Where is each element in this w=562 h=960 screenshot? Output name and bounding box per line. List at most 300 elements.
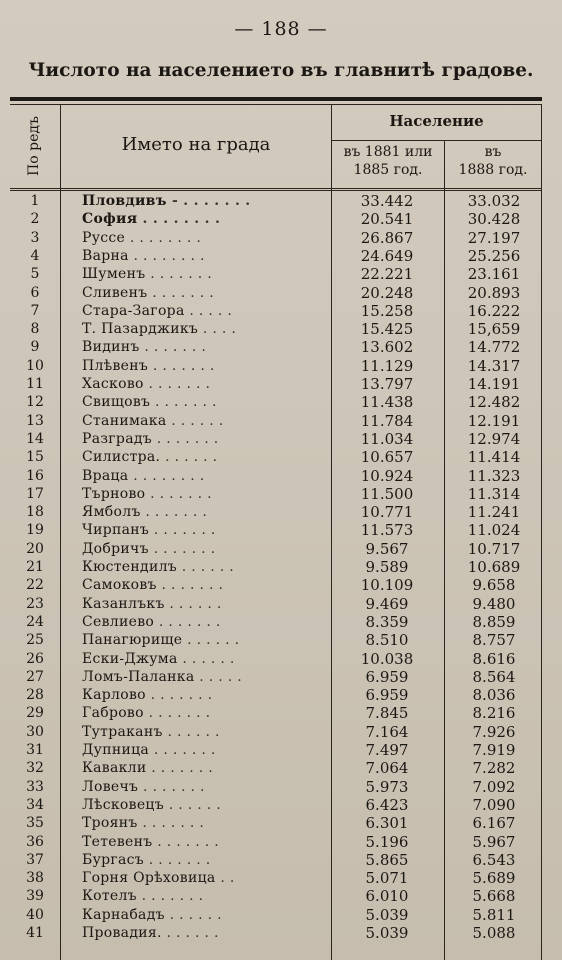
population-1888: 5.088 (472, 924, 516, 942)
population-1888: 7.090 (472, 795, 516, 814)
population-1881-1885: 10.109 (360, 576, 414, 595)
population-1881-1885: 7.064 (365, 759, 409, 778)
table-row (10, 521, 542, 539)
city-name: Горня Орѣховица (82, 870, 216, 887)
city-name-cell (82, 668, 330, 686)
city-name-cell (82, 741, 330, 759)
table-row (10, 265, 542, 283)
city-name: Габрово (82, 705, 144, 722)
table-row (10, 393, 542, 411)
leader-dots: . . . . . . . (161, 577, 224, 594)
city-name-cell (82, 284, 330, 302)
row-number: 3 (30, 229, 40, 246)
table-row (10, 284, 542, 302)
leader-dots: . . . . . . (181, 559, 235, 575)
header-col1-line1: въ 1881 или (343, 144, 433, 160)
city-name-cell (82, 265, 330, 283)
city-name: Тетевенъ (82, 833, 153, 850)
city-name: Стара-Загора (82, 302, 185, 319)
city-name: Пловдивъ (82, 193, 167, 209)
table-row (10, 814, 542, 832)
header-col1 (332, 144, 444, 179)
header-city-name: Името на града (121, 134, 271, 155)
leader-dots: . . (220, 870, 235, 887)
city-name: Видинъ (82, 339, 140, 356)
city-name: Севлиево (82, 613, 155, 630)
row-number: 17 (26, 485, 44, 502)
population-1881-1885: 7.845 (365, 704, 409, 723)
city-name: Станимака (82, 412, 167, 429)
population-1881-1885: 15.258 (360, 301, 414, 320)
table-row (10, 503, 542, 521)
leader-dots: . . . . . . . (150, 687, 213, 704)
population-1881-1885: 15.425 (360, 320, 414, 339)
table-row (10, 467, 542, 485)
leader-dots: . . . . . . . (150, 485, 212, 502)
population-1881-1885: 11.573 (360, 521, 414, 540)
leader-dots: . . . . . . . (141, 888, 204, 905)
row-number: 22 (26, 577, 44, 594)
header-population: Население (389, 112, 484, 130)
city-name-cell (82, 576, 330, 594)
row-number: 6 (30, 284, 40, 301)
population-1888: 33.032 (467, 192, 521, 210)
city-name: София (82, 211, 138, 228)
table-row (10, 302, 542, 320)
row-number: 12 (26, 394, 44, 411)
population-1888: 5.668 (472, 887, 516, 906)
city-name-cell (82, 759, 330, 777)
population-1881-1885: 9.469 (365, 594, 409, 613)
city-name: Сливенъ (82, 284, 148, 301)
population-1888: 30.428 (467, 210, 521, 229)
row-number: 7 (30, 302, 40, 319)
row-number: 16 (26, 467, 44, 484)
population-1888: 5.689 (472, 869, 516, 888)
row-number: 1 (30, 193, 40, 209)
city-name-cell (82, 851, 330, 869)
population-1881-1885: 7.497 (365, 741, 409, 759)
city-name: Чирпанъ (82, 522, 150, 539)
city-name: Ломъ-Паланка (82, 668, 195, 685)
population-1888: 10.717 (467, 539, 521, 558)
city-name-cell (82, 375, 330, 393)
leader-dots: . . . . . . . (152, 284, 214, 301)
row-number: 33 (26, 778, 44, 795)
population-1881-1885: 33.442 (360, 192, 414, 210)
table-title: Числото на населението въ главнитѣ градове. (28, 60, 534, 81)
city-name: Провадия. (82, 925, 162, 941)
city-name: Хасково (82, 376, 144, 392)
city-name: Карнабадъ (82, 906, 165, 923)
city-name: Казанлъкъ (82, 595, 165, 612)
row-number: 40 (26, 906, 44, 923)
leader-dots: . . . . . . . (153, 522, 216, 539)
population-1881-1885: 10.771 (360, 503, 414, 522)
population-1888: 5.967 (472, 832, 516, 851)
row-number: 29 (26, 705, 44, 722)
table-row (10, 613, 542, 631)
population-1888: 7.282 (472, 759, 516, 778)
population-1888: 8.616 (472, 649, 516, 668)
table-row (10, 338, 542, 356)
row-number: 25 (26, 632, 44, 649)
table-row (10, 686, 542, 704)
row-number: 32 (26, 760, 44, 777)
table-row (10, 668, 542, 686)
row-number: 9 (30, 339, 40, 356)
city-name: Троянъ (82, 815, 138, 832)
table-row (10, 540, 542, 558)
row-number: 37 (26, 851, 44, 868)
population-1881-1885: 5.973 (365, 777, 409, 796)
city-name: Т. Пазарджикъ (82, 321, 199, 338)
population-1881-1885: 5.039 (365, 924, 409, 942)
population-1888: 14.772 (467, 338, 521, 357)
table-row (10, 485, 542, 503)
city-name-cell (82, 393, 330, 411)
population-1881-1885: 13.602 (360, 338, 414, 357)
city-name: Котелъ (82, 888, 137, 905)
table-row (10, 741, 542, 759)
city-name-cell (82, 503, 330, 521)
table-row (10, 851, 542, 869)
population-1888: 16.222 (467, 301, 521, 320)
city-name-cell (82, 704, 330, 722)
leader-dots: . . . . . . (165, 449, 218, 466)
population-1888: 7.926 (472, 722, 516, 741)
population-1881-1885: 24.649 (360, 246, 414, 265)
population-1881-1885: 5.039 (365, 905, 409, 924)
table-row (10, 375, 542, 393)
row-number: 11 (26, 376, 44, 392)
population-1888: 8.564 (472, 667, 516, 686)
table-row (10, 704, 542, 722)
header-col2 (445, 144, 541, 179)
city-name: Карлово (82, 687, 146, 704)
city-name-cell (82, 467, 330, 485)
population-1888: 5.811 (472, 905, 516, 924)
leader-dots: . . . . . (199, 668, 242, 685)
population-1881-1885: 22.221 (360, 265, 414, 284)
leader-dots: . . . . . . (187, 632, 240, 649)
city-name-cell (82, 613, 330, 631)
city-name: Разградъ (82, 430, 152, 447)
leader-dots: . . . . . . (182, 650, 235, 667)
population-1881-1885: 10.924 (360, 466, 414, 485)
leader-dots: . . . . . . . . (129, 229, 202, 246)
table-row (10, 448, 542, 466)
city-name: Тутраканъ (82, 723, 163, 740)
population-1888: 6.167 (472, 814, 516, 833)
table-row (10, 796, 542, 814)
leader-dots: . . . . . . (169, 906, 222, 923)
row-number: 21 (26, 559, 44, 575)
row-number: 2 (30, 211, 40, 228)
city-name-cell (82, 448, 330, 466)
population-1888: 14.317 (467, 356, 521, 375)
leader-dots: . . . . (202, 321, 237, 338)
header-col1-line2: 1885 год. (353, 161, 423, 178)
row-number: 5 (30, 266, 40, 283)
city-name-cell (82, 192, 330, 210)
row-number: 35 (26, 815, 44, 832)
row-number: 23 (26, 595, 44, 612)
table-row (10, 887, 542, 905)
city-name-cell (82, 906, 330, 924)
population-1881-1885: 11.034 (360, 429, 414, 448)
city-name: Плѣвенъ (82, 357, 149, 374)
population-1888: 12.482 (467, 393, 521, 412)
population-1888: 12.974 (467, 429, 521, 448)
city-name: Кавакли (82, 760, 147, 777)
table-row (10, 192, 542, 210)
header-col2-line2: 1888 год. (458, 161, 528, 178)
row-number: 28 (26, 687, 44, 704)
population-1888: 9.658 (472, 576, 516, 595)
leader-dots: . . . . . . . (148, 851, 211, 868)
row-number: 41 (26, 925, 44, 941)
leader-dots: . . . . . . (166, 925, 219, 941)
city-name-cell (82, 485, 330, 503)
city-name: Шуменъ (82, 266, 146, 283)
population-1881-1885: 8.359 (365, 612, 409, 631)
population-1888: 6.543 (472, 850, 516, 869)
table-row (10, 430, 542, 448)
city-name-cell (82, 887, 330, 905)
row-number: 30 (26, 723, 44, 740)
leader-dots: . . . . . . . (157, 833, 219, 850)
leader-dots: . . . . . (189, 302, 233, 319)
row-number: 13 (26, 412, 44, 429)
row-number: 10 (26, 357, 44, 374)
population-1881-1885: 20.248 (360, 283, 414, 302)
leader-dots: . . . . . . . (144, 339, 207, 356)
city-name-cell (82, 302, 330, 320)
population-1881-1885: 10.657 (360, 448, 414, 467)
city-name: Дупница (82, 742, 150, 758)
city-name: Ямболъ (82, 504, 141, 521)
leader-dots: . . . . . . . (143, 778, 205, 795)
table-row (10, 247, 542, 265)
table-row (10, 924, 542, 942)
leader-dots: . . . . . . . . (142, 211, 221, 228)
population-1888: 23.161 (467, 265, 521, 284)
row-number: 14 (26, 430, 44, 447)
city-name-cell (82, 430, 330, 448)
population-1888: 14.191 (467, 375, 521, 393)
table-row (10, 320, 542, 338)
city-name: Свищовъ (82, 394, 151, 411)
city-name: Варна (82, 247, 129, 264)
population-1881-1885: 7.164 (365, 722, 409, 741)
table-row (10, 833, 542, 851)
row-number: 8 (30, 321, 40, 338)
population-1888: 7.092 (472, 777, 516, 796)
table-row (10, 631, 542, 649)
population-1881-1885: 5.071 (365, 869, 409, 888)
city-name: Ловечъ (82, 778, 139, 795)
row-number: 27 (26, 668, 44, 685)
leader-dots: . . . . . . . . (133, 467, 205, 484)
leader-dots: . . . . . . . (142, 815, 205, 832)
city-name-cell (82, 540, 330, 558)
city-name-cell (82, 686, 330, 704)
city-name-cell (82, 357, 330, 375)
page-number: — 188 — (234, 18, 328, 40)
leader-dots: - . . . . . . . (171, 193, 251, 209)
population-1888: 25.256 (467, 246, 521, 265)
city-name-cell (82, 338, 330, 356)
population-1888: 11.241 (467, 503, 521, 522)
population-1881-1885: 6.010 (365, 887, 409, 906)
population-1888: 12.191 (467, 411, 521, 430)
table-row (10, 723, 542, 741)
row-number: 24 (26, 613, 44, 630)
leader-dots: . . . . . . . (153, 540, 216, 557)
city-name: Търново (82, 485, 146, 502)
table-row (10, 759, 542, 777)
population-1881-1885: 11.784 (360, 411, 414, 430)
population-1881-1885: 10.038 (360, 649, 414, 668)
row-number: 19 (26, 522, 44, 539)
row-number: 26 (26, 650, 44, 667)
table-row (10, 595, 542, 613)
city-name-cell (82, 869, 330, 887)
leader-dots: . . . . . . . (148, 376, 211, 392)
leader-dots: . . . . . . . (150, 266, 212, 283)
table-row (10, 869, 542, 887)
population-1881-1885: 11.438 (360, 393, 414, 412)
leader-dots: . . . . . . . (145, 504, 208, 521)
population-1881-1885: 8.510 (365, 631, 409, 650)
leader-dots: . . . . . . (167, 723, 220, 740)
leader-dots: . . . . . . . (148, 705, 211, 722)
population-1881-1885: 26.867 (360, 228, 414, 247)
population-1881-1885: 6.301 (365, 814, 409, 833)
table-row (10, 210, 542, 228)
table-row (10, 229, 542, 247)
population-1888: 9.480 (472, 594, 516, 613)
population-1881-1885: 5.865 (365, 850, 409, 869)
row-number: 4 (30, 247, 40, 264)
population-1888: 11.323 (467, 466, 521, 485)
city-name: Силистра. (82, 449, 161, 466)
header-col2-line1: въ (484, 144, 502, 160)
city-name-cell (82, 521, 330, 539)
leader-dots: . . . . . . . (156, 430, 219, 447)
row-number: 34 (26, 796, 44, 813)
population-1881-1885: 13.797 (360, 375, 414, 393)
population-1888: 8.859 (472, 612, 516, 631)
city-name-cell (82, 247, 330, 265)
leader-dots: . . . . . . (169, 595, 222, 612)
leader-dots: . . . . . . . (151, 760, 214, 777)
leader-dots: . . . . . . . (153, 742, 216, 758)
leader-dots: . . . . . . . (158, 613, 221, 630)
leader-dots: . . . . . . . (152, 357, 215, 374)
population-1888: 27.197 (467, 228, 521, 247)
city-name-cell (82, 778, 330, 796)
header-bottom-line-double (10, 190, 542, 191)
leader-dots: . . . . . . (171, 412, 224, 429)
row-number: 31 (26, 742, 44, 758)
population-1881-1885: 11.129 (360, 356, 414, 375)
population-1888: 11.414 (467, 448, 521, 467)
city-name: Руссе (82, 229, 126, 246)
table-row (10, 412, 542, 430)
population-1888: 15,659 (467, 320, 521, 339)
population-1888: 8.216 (472, 704, 516, 723)
city-name: Добричъ (82, 540, 149, 557)
city-name: Самоковъ (82, 577, 157, 594)
population-1888: 20.893 (467, 283, 521, 302)
population-1881-1885: 5.196 (365, 832, 409, 851)
row-number: 20 (26, 540, 44, 557)
city-name-cell (82, 924, 330, 942)
row-number: 38 (26, 870, 44, 887)
header-bottom-line (10, 188, 542, 189)
city-name-cell (82, 650, 330, 668)
leader-dots: . . . . . . (168, 796, 221, 813)
leader-dots: . . . . . . . (155, 394, 217, 411)
population-1888: 8.036 (472, 686, 516, 705)
top-rule (10, 97, 542, 101)
header-rank (12, 106, 56, 186)
population-1888: 8.757 (472, 631, 516, 650)
row-number: 36 (26, 833, 44, 850)
population-1881-1885: 11.500 (360, 484, 414, 503)
city-name: Бургасъ (82, 851, 145, 868)
city-name: Ески-Джума (82, 650, 178, 667)
city-name: Панагюрище (82, 632, 183, 649)
table-row (10, 558, 542, 576)
population-1888: 11.314 (467, 484, 521, 503)
city-name-cell (82, 229, 330, 247)
city-name-cell (82, 558, 330, 576)
table-row (10, 906, 542, 924)
city-name-cell (82, 833, 330, 851)
population-1881-1885: 6.959 (365, 667, 409, 686)
table-row (10, 650, 542, 668)
table-row (10, 778, 542, 796)
city-name: Кюстендилъ (82, 559, 177, 575)
population-divider (331, 140, 542, 141)
header-rank-label: По редъ (26, 116, 42, 176)
city-name-cell (82, 412, 330, 430)
city-name-cell (82, 210, 330, 228)
population-1881-1885: 6.423 (365, 795, 409, 814)
table-row (10, 357, 542, 375)
population-1881-1885: 9.589 (365, 558, 409, 576)
table-row (10, 576, 542, 594)
row-number: 18 (26, 504, 44, 521)
city-name-cell (82, 631, 330, 649)
city-name-cell (82, 595, 330, 613)
city-name-cell (82, 723, 330, 741)
population-1888: 10.689 (467, 558, 521, 576)
row-number: 39 (26, 888, 44, 905)
row-number: 15 (26, 449, 44, 466)
city-name-cell (82, 320, 330, 338)
leader-dots: . . . . . . . . (133, 247, 205, 264)
population-1881-1885: 6.959 (365, 686, 409, 705)
population-1881-1885: 20.541 (360, 210, 414, 229)
city-name-cell (82, 814, 330, 832)
city-name-cell (82, 796, 330, 814)
city-name: Враца (82, 467, 129, 484)
city-name: Лѣсковецъ (82, 796, 164, 813)
